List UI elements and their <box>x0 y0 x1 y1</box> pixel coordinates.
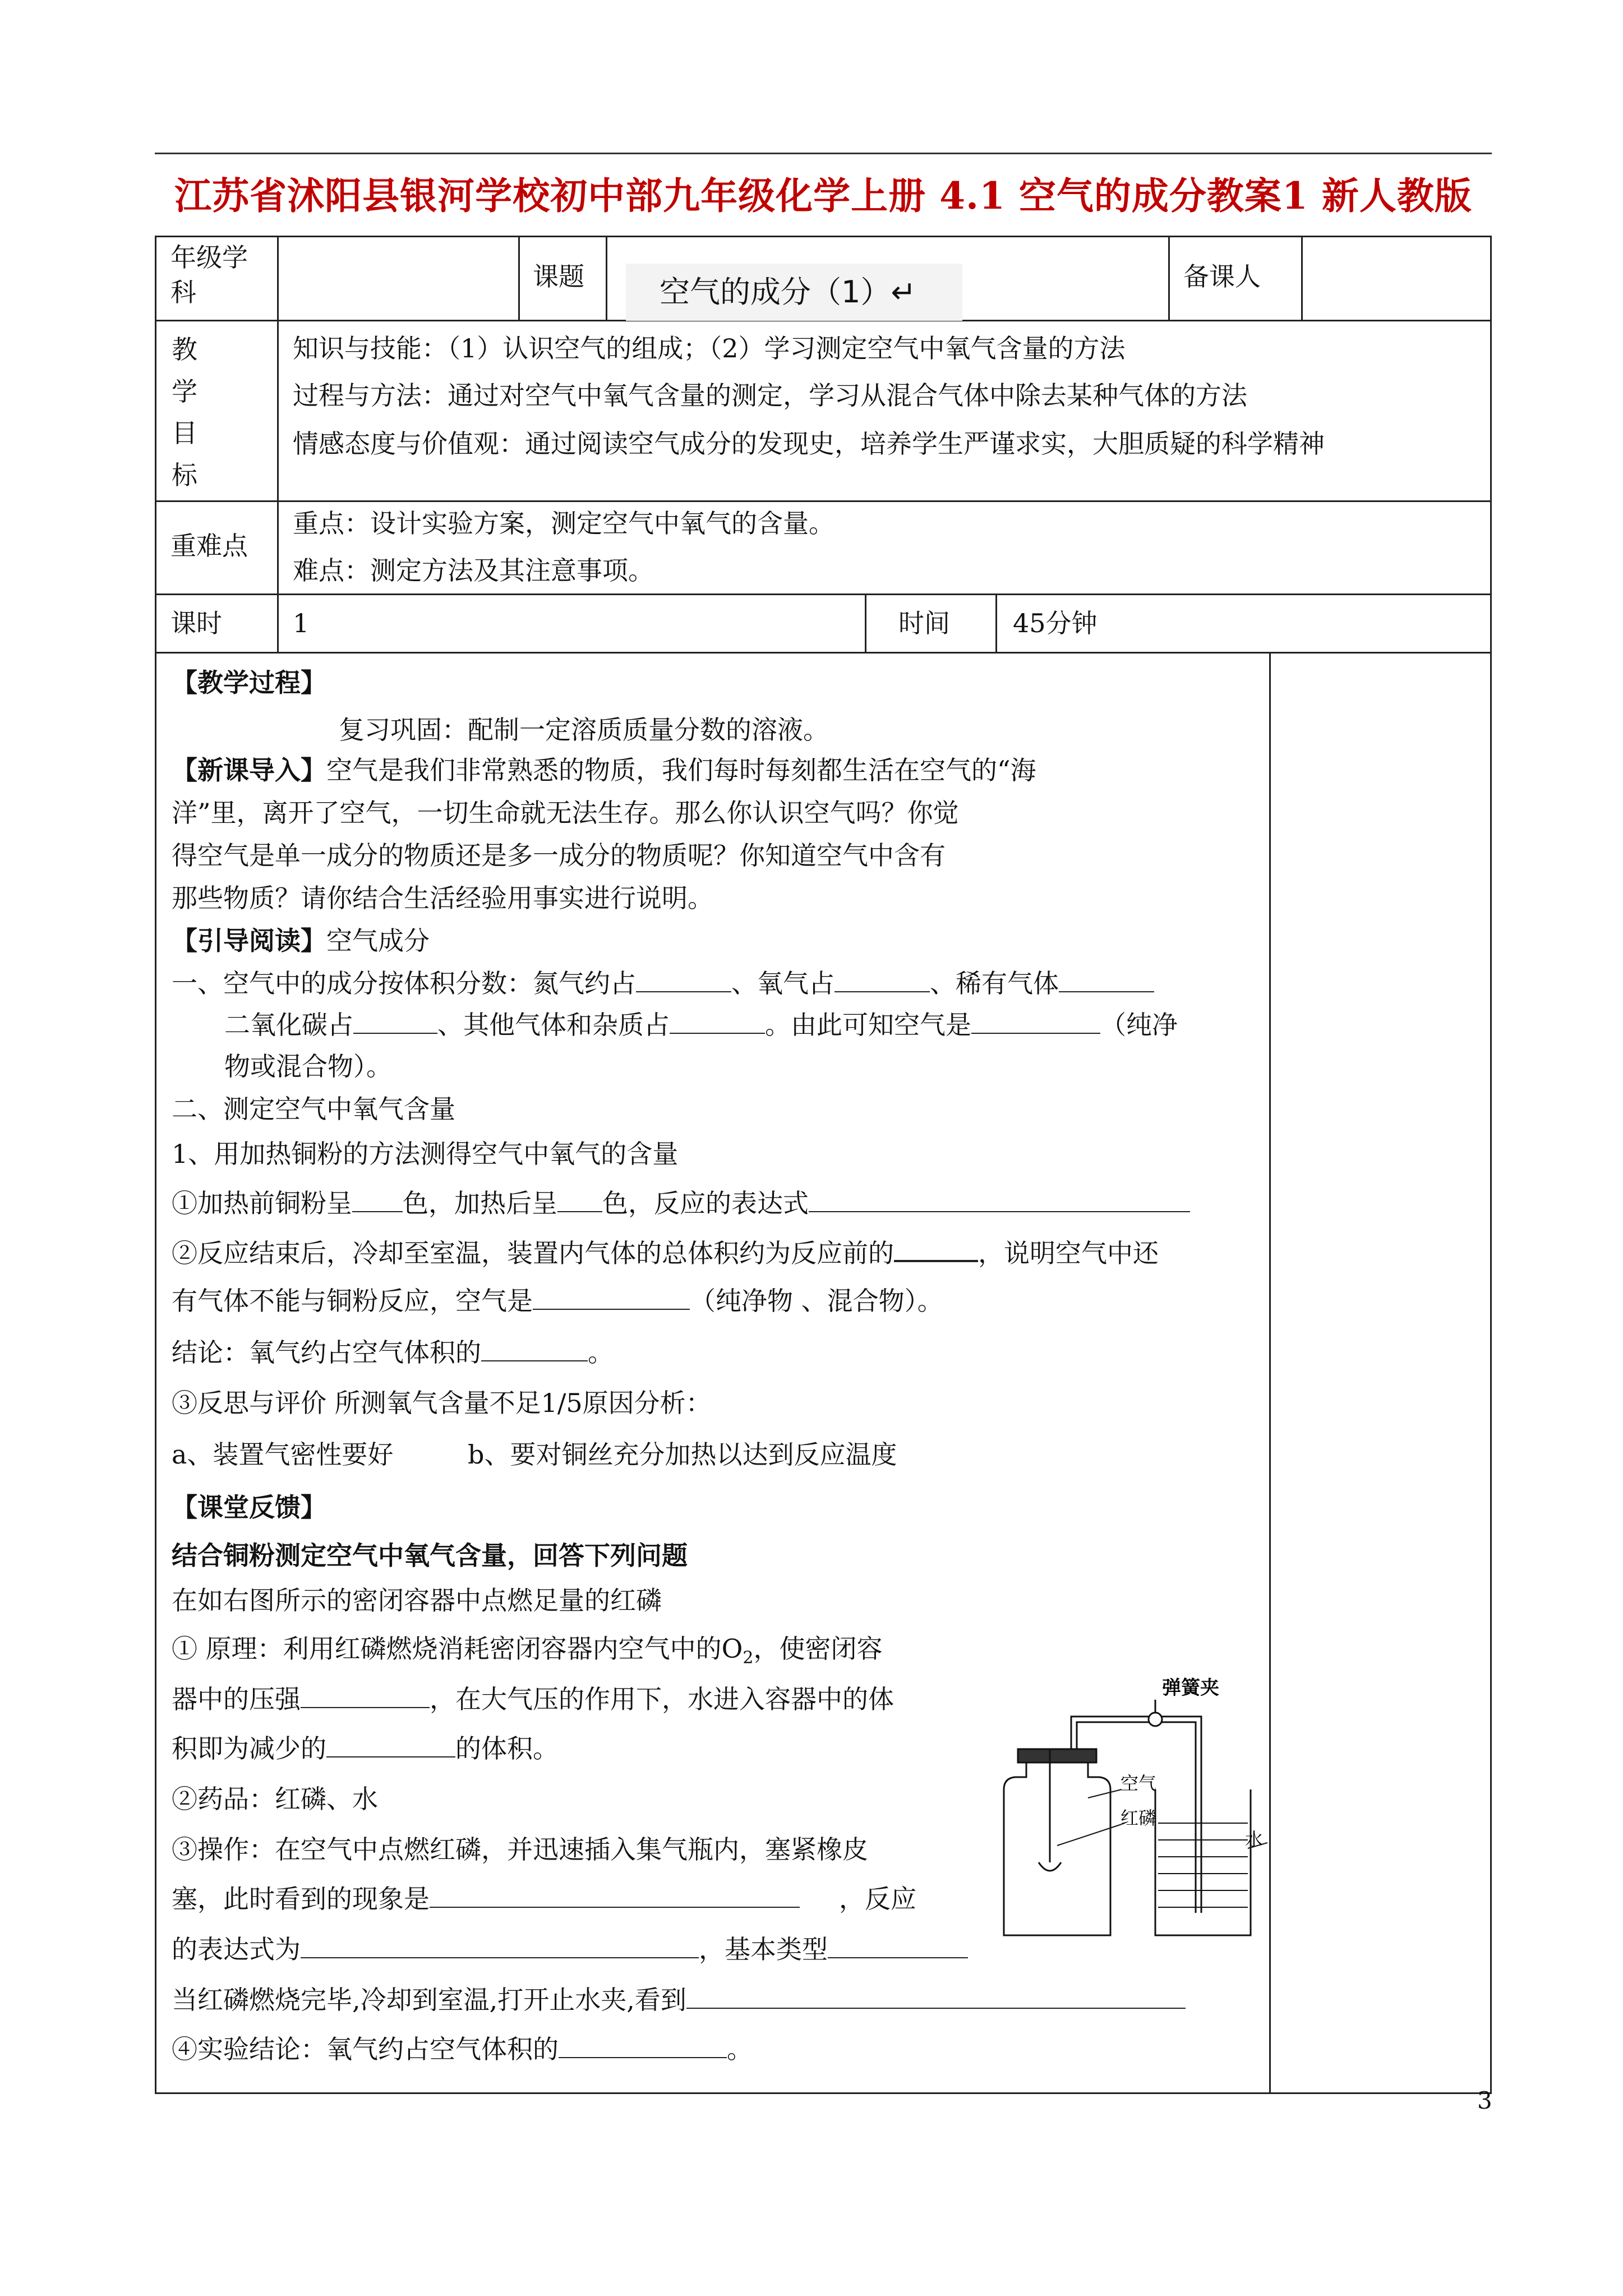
experiment-conclusion-line <box>172 2034 753 2065</box>
blank-volume-ratio[interactable] <box>894 1237 978 1262</box>
copper-color-line <box>172 1188 1190 1219</box>
principle-text-a: ① 原理：利用红磷燃烧消耗密闭容器内空气中的O <box>172 1634 743 1664</box>
period-value: 1 <box>293 608 310 638</box>
blank-color-before[interactable] <box>352 1189 403 1212</box>
intro-line-1 <box>172 755 1036 786</box>
q1-text-e: 、其他气体和杂质占 <box>437 1010 670 1040</box>
reading-heading: 【引导阅读】 <box>172 926 326 956</box>
topic-label: 课题 <box>533 261 584 292</box>
operation-text-c: ，反应 <box>839 1884 916 1914</box>
blank-pressure[interactable] <box>301 1685 430 1708</box>
volume-line-1 <box>172 1237 1159 1269</box>
operation-line-2 <box>172 1884 916 1915</box>
reason-a: a、装置气密性要好 <box>172 1439 394 1470</box>
c1-text-c: 色，反应的表达式 <box>602 1188 809 1218</box>
objective-process: 过程与方法：通过对空气中氧气含量的测定，学习从混合气体中除去某种气体的方法 <box>293 380 1247 411</box>
principle-text-f: 的体积。 <box>455 1733 559 1764</box>
c2-text-c: 有气体不能与铜粉反应，空气是 <box>172 1286 533 1316</box>
intro-line-3: 得空气是单一成分的物质还是多一成分的物质呢？你知道空气中含有 <box>172 840 946 871</box>
blank-color-after[interactable] <box>557 1189 602 1212</box>
keypoints-label: 重难点 <box>170 531 248 561</box>
operation-line-4 <box>172 1985 1186 2016</box>
objective-knowledge: 知识与技能：（1）认识空气的组成；（2）学习测定空气中氧气含量的方法 <box>293 333 1126 364</box>
page-number: 3 <box>1477 2087 1492 2114</box>
volume-line-2 <box>172 1286 943 1317</box>
focus-point: 重点：设计实验方案，测定空气中氧气的含量。 <box>293 508 834 539</box>
document-title: 江苏省沭阳县银河学校初中部九年级化学上册 4.1 空气的成分教案1 新人教版 <box>174 174 1472 218</box>
reading-title: 空气成分 <box>326 926 430 956</box>
operation-text-e: ，基本类型 <box>699 1934 828 1964</box>
principle-text-e: 积即为减少的 <box>172 1733 326 1764</box>
c2-text-a: ②反应结束后，冷却至室温，装置内气体的总体积约为反应前的 <box>172 1238 894 1268</box>
reading-line <box>172 926 430 956</box>
blank-reduced-gas[interactable] <box>326 1734 455 1757</box>
difficulty-point: 难点：测定方法及其注意事项。 <box>293 555 654 586</box>
grade-subject-label: 年级学科 <box>170 242 248 308</box>
blank-phenomenon[interactable] <box>430 1884 800 1908</box>
blank-noble-gas[interactable] <box>1059 969 1154 992</box>
section-2-1-title: 1、用加热铜粉的方法测得空气中氧气的含量 <box>172 1139 679 1169</box>
blank-co2[interactable] <box>353 1010 437 1034</box>
reason-b: b、要对铜丝充分加热以达到反应温度 <box>468 1439 897 1470</box>
conclusion-line <box>172 1337 614 1368</box>
operation-text-f: 当红磷燃烧完毕,冷却到室温,打开止水夹,看到 <box>172 1985 686 2015</box>
q1-text-c: 、稀有气体 <box>930 968 1059 999</box>
label-water: 水 <box>1245 1829 1264 1850</box>
blank-nitrogen[interactable] <box>636 969 731 992</box>
reagents-line: ②药品：红磷、水 <box>172 1784 378 1814</box>
objectives-label: 教学目标 <box>172 334 197 490</box>
principle-line-1 <box>172 1634 882 1668</box>
q1-text-g: （纯净 <box>1100 1010 1178 1040</box>
blank-reaction-type[interactable] <box>828 1935 968 1958</box>
blank-air-mixture[interactable] <box>533 1286 690 1310</box>
blank-observation[interactable] <box>686 1985 1186 2009</box>
operation-line-3 <box>172 1934 968 1965</box>
blank-air-type[interactable] <box>971 1010 1100 1034</box>
objective-attitude: 情感态度与价值观：通过阅读空气成分的发现史，培养学生严谨求实，大胆质疑的科学精神 <box>293 429 1325 459</box>
preparer-label: 备课人 <box>1183 261 1261 292</box>
label-air: 空气 <box>1121 1773 1157 1794</box>
q1-text-d: 二氧化碳占 <box>224 1010 353 1040</box>
section-2-title: 二、测定空气中氧气含量 <box>172 1094 455 1124</box>
conclusion-end: 。 <box>588 1337 614 1368</box>
header-rule <box>155 153 1492 154</box>
intro-line-4: 那些物质？请你结合生活经验用事实进行说明。 <box>172 883 713 913</box>
operation-text-d: 的表达式为 <box>172 1934 301 1964</box>
q1-text-a: 一、空气中的成分按体积分数：氮气约占 <box>172 968 636 999</box>
q1-line-3: 物或混合物）。 <box>224 1051 392 1082</box>
apparatus-diagram <box>987 1677 1267 1941</box>
period-label: 课时 <box>170 608 222 638</box>
topic-value: 空气的成分（1）↵ <box>660 274 916 310</box>
label-phosphorus: 红磷 <box>1121 1807 1157 1829</box>
reflection-line: ③反思与评价 所测氧气含量不足1/5原因分析： <box>172 1388 712 1418</box>
process-heading: 【教学过程】 <box>172 668 326 698</box>
blank-copper-equation[interactable] <box>809 1189 1190 1212</box>
blank-final-fraction[interactable] <box>559 2035 727 2058</box>
intro-heading: 【新课导入】 <box>172 755 326 785</box>
time-label: 时间 <box>898 608 950 638</box>
o2-subscript: 2 <box>743 1648 754 1668</box>
blank-other-gas[interactable] <box>670 1010 765 1034</box>
principle-line-2 <box>172 1684 894 1715</box>
review-text: 复习巩固：配制一定溶质质量分数的溶液。 <box>339 715 829 745</box>
experiment-conclusion-end: 。 <box>727 2034 753 2064</box>
blank-phosphorus-equation[interactable] <box>301 1935 699 1958</box>
q1-text-f: 。由此可知空气是 <box>765 1010 971 1040</box>
principle-text-b: ，使密闭容 <box>753 1634 883 1664</box>
blank-oxygen-fraction[interactable] <box>481 1338 588 1361</box>
q1-line-1 <box>172 968 1154 999</box>
q1-line-2 <box>224 1010 1178 1041</box>
feedback-heading: 【课堂反馈】 <box>172 1492 326 1522</box>
experiment-conclusion-text: ④实验结论：氧气约占空气体积的 <box>172 2034 559 2064</box>
c1-text-b: 色，加热后呈 <box>403 1188 557 1218</box>
feedback-subheading: 结合铜粉测定空气中氧气含量，回答下列问题 <box>172 1540 688 1571</box>
c2-text-b: ，说明空气中还 <box>978 1238 1159 1268</box>
operation-text-b: 塞，此时看到的现象是 <box>172 1884 430 1914</box>
intro-text-1: 空气是我们非常熟悉的物质，我们每时每刻都生活在空气的“海 <box>326 755 1036 785</box>
c1-text-a: ①加热前铜粉呈 <box>172 1188 352 1218</box>
conclusion-text: 结论：氧气约占空气体积的 <box>172 1337 481 1368</box>
principle-text-c: 器中的压强 <box>172 1684 301 1714</box>
c2-text-d: （纯净物 、混合物）。 <box>690 1286 943 1316</box>
intro-line-2: 洋”里，离开了空气，一切生命就无法生存。那么你认识空气吗？你觉 <box>172 798 959 828</box>
blank-oxygen[interactable] <box>834 969 930 992</box>
time-value: 45分钟 <box>1013 608 1098 638</box>
principle-text-d: ，在大气压的作用下，水进入容器中的体 <box>430 1684 894 1714</box>
q1-text-b: 、氧气占 <box>731 968 834 999</box>
principle-line-3 <box>172 1733 559 1764</box>
operation-line-1: ③操作：在空气中点燃红磷，并迅速插入集气瓶内，塞紧橡皮 <box>172 1834 868 1865</box>
feedback-intro: 在如右图所示的密闭容器中点燃足量的红磷 <box>172 1585 662 1616</box>
label-clamp: 弹簧夹 <box>1162 1677 1219 1699</box>
